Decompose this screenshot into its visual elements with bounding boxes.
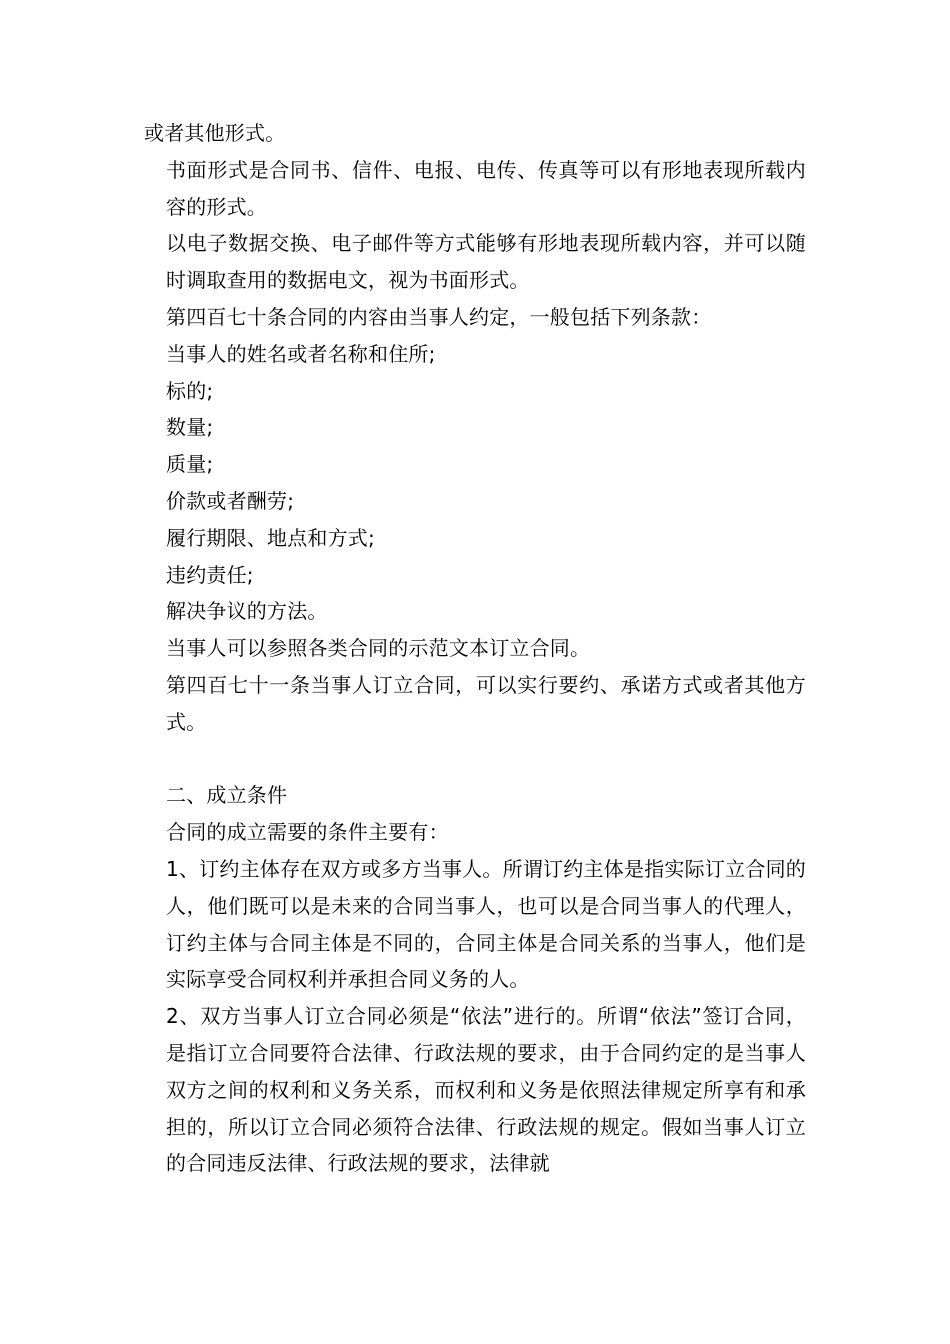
clause-item: 价款或者酬劳; [166,488,295,513]
section-heading: 二、成立条件 [166,783,288,808]
document-body [144,115,806,1182]
clause-item: 数量; [166,415,214,440]
clause-item: 解决争议的方法。 [166,599,328,624]
clause-item: 标的; [166,378,214,403]
condition-item-2: 2、双方当事人订立合同必须是“依法”进行的。所谓“依法”签订合同，是指订立合同要符合法律、行政法规的要求，由于合同约定的是当事人双方之间的权利和义务关系，而权利和义务是依照法律规定所享有和承担的，所以订立合同必须符合法律、行政法规的规定。假如当事人订立的合同违反法律、行政法规的要求，法律就 [166,1004,806,1176]
article-470-heading: 第四百七十条合同的内容由当事人约定，一般包括下列条款： [166,304,712,329]
condition-item-1: 1、订约主体存在双方或多方当事人。所谓订约主体是指实际订立合同的人，他们既可以是未来的合同当事人，也可以是合同当事人的代理人，订约主体与合同主体是不同的，合同主体是合同关系的当事人，他们是实际享受合同权利并承担合同义务的人。 [166,856,806,992]
blank-line [144,741,806,778]
clause-item: 违约责任; [166,562,254,587]
paragraph-continuation: 或者其他形式。 [144,121,286,145]
clause-item: 质量; [166,452,214,477]
paragraph-model-text: 当事人可以参照各类合同的示范文本订立合同。 [166,636,591,661]
paragraph-conditions-intro: 合同的成立需要的条件主要有： [166,820,449,845]
paragraph-written-form: 书面形式是合同书、信件、电报、电传、传真等可以有形地表现所载内容的形式。 [166,157,806,219]
clause-item: 履行期限、地点和方式; [166,525,375,550]
clause-item: 当事人的姓名或者名称和住所; [166,341,436,366]
article-471: 第四百七十一条当事人订立合同，可以实行要约、承诺方式或者其他方式。 [166,672,806,734]
paragraph-electronic-form: 以电子数据交换、电子邮件等方式能够有形地表现所载内容，并可以随时调取查用的数据电文，视为书面形式。 [166,231,806,293]
